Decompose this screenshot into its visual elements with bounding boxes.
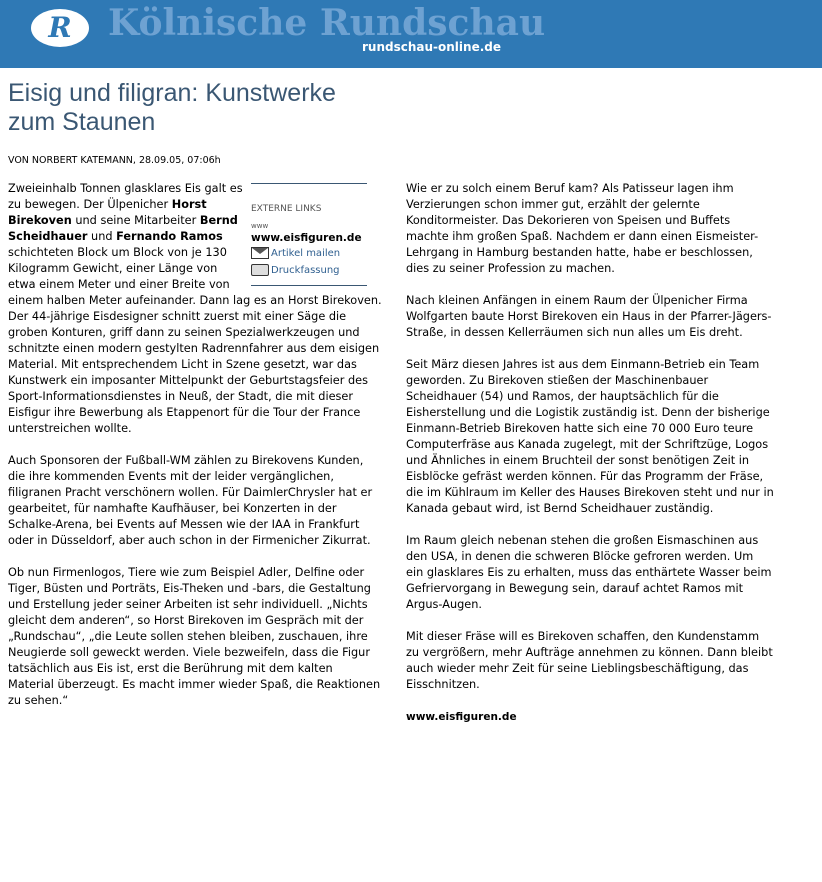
site-header [0, 0, 822, 68]
text: und [87, 230, 117, 243]
paragraph-2: Auch Sponsoren der Fußball-WM zählen zu Birekovens Kunden, die ihre kommenden Events mit der leider vergänglichen, filigranen Pracht verschönern wollen. Für DaimlerChrysler hat er gearbeitet, für namhafte Kaufhäuser, bei Konzerten in der Schalke-Arena, bei Events auf Messen wie der IAA in Frankfurt oder in Düsseldorf, aber auch schon in der Firmenicher Zikurrat. [8, 454, 373, 547]
logo-letter: R [48, 11, 72, 44]
paragraph-8: Mit dieser Fräse will es Birekoven schaffen, den Kundenstamm zu vergrößern, mehr Aufträge annehmen zu können. Dann bleibt auch wieder mehr Zeit für seine Lieblingsbeschäftigung, das Eisschnitzen. [406, 630, 773, 691]
paragraph-7: Im Raum gleich nebenan stehen die großen Eismaschinen aus den USA, in denen die schweren Blöcke gefroren werden. Um ein glasklares Eis zu erhalten, muss das enthärtete Wasser beim Gefriervorgang in Bewegung sein, darauf achtet Ramos mit Argus-Augen. [406, 534, 772, 611]
text: und seine Mitarbeiter [71, 214, 200, 227]
www-icon: www [251, 222, 269, 230]
text: Zweieinhalb Tonnen glasklares Eis galt es zu bewegen. Der Ülpenicher [8, 182, 243, 211]
person-name: Bernd Scheidhauer [8, 214, 238, 243]
paragraph-4: Wie er zu solch einem Beruf kam? Als Patisseur lagen ihm Verzierungen schon immer gut, erzählt der gelernte Konditormeister. Das Dekorieren von Speisen und Buffets machte ihm großen Spaß. Nachdem er dann einen Eismeister-Lehrgang in Hamburg bestanden hatte, habe er beschlossen, dies zu seiner Profession zu machen. [406, 182, 759, 275]
print-version-label: Druckfassung [271, 265, 340, 276]
printer-icon [251, 264, 269, 276]
article-column-left [8, 181, 382, 725]
site-url[interactable]: rundschau-online.de [362, 40, 501, 54]
mail-article-link[interactable] [251, 245, 367, 262]
text: schichteten Block um Block von je 130 Kilogramm Gewicht, einer Länge von etwa einem Meter und einer Breite von einem halben Meter aufeinander. Dann lag es an Horst Birekoven. Der 44-jährige Eisdesigner schnitt zuerst mit einer Säge die groben Konturen, griff dann zu seinen Spezialwerkzeugen und schnitzte einen modern gestylten Radrennfahrer aus dem eisigen Material. Mit entsprechendem Licht in Szene gesetzt, war das Kunstwerk ein imposanter Mittelpunkt der Geburtstagsfeier des Sport-Informationsdienstes in Neuß, der Stadt, die mit dieser Eisfigur ihre Bewerbung als Etappenort für die Tour der France unterstreichen wollte. [8, 246, 382, 435]
person-name: Fernando Ramos [116, 230, 223, 243]
external-links-box [251, 183, 367, 286]
rundschau-logo[interactable] [31, 9, 89, 47]
article-headline: Eisig und filigran: Kunstwerke zum Staunen [8, 79, 336, 136]
masthead-title: Kölnische Rundschau [108, 2, 546, 44]
envelope-icon [251, 247, 269, 259]
article-byline: VON NORBERT KATEMANN, 28.09.05, 07:06h [8, 155, 221, 166]
paragraph-3: Ob nun Firmenlogos, Tiere wie zum Beispiel Adler, Delfine oder Tiger, Büsten und Porträts, Eis-Theken und -bars, die Gestaltung und Erstellung jeder seiner Arbeiten ist sehr individuell. „Nichts gleicht dem anderen“, so Horst Birekoven im Gespräch mit der „Rundschau“, „die Leute sollen stehen bleiben, zuschauen, ihre Neugierde soll geweckt werden. Viele bezweifeln, dass die Figur tatsächlich aus Eis ist, erst die Berührung mit dem kalten Material überzeugt. Es macht immer wieder Spaß, die Reaktionen zu sehen.“ [8, 566, 381, 707]
print-version-link[interactable] [251, 262, 367, 279]
person-name: Horst Birekoven [8, 198, 207, 227]
eisfiguren-link[interactable]: www.eisfiguren.de [251, 232, 362, 244]
external-links-title: EXTERNE LINKS [251, 204, 322, 214]
footer-eisfiguren-link[interactable]: www.eisfiguren.de [406, 711, 517, 723]
article-column-right [406, 181, 774, 725]
mail-article-label: Artikel mailen [271, 248, 341, 259]
paragraph-5: Nach kleinen Anfängen in einem Raum der Ülpenicher Firma Wolfgarten baute Horst Birekoven ein Haus in der Pfarrer-Jägers-Straße, in dessen Kellerräumen sich nun alles um Eis dreht. [406, 294, 772, 339]
paragraph-6: Seit März diesen Jahres ist aus dem Einmann-Betrieb ein Team geworden. Zu Birekoven stießen der Maschinenbauer Scheidhauer (54) und Ramos, der hauptsächlich für die Eisherstellung und die Logistik zuständig ist. Denn der bisherige Einmann-Betrieb Birekoven hatte sich eine 70 000 Euro teure Computerfräse aus Kanada zugelegt, mit der Schriftzüge, Logos und Ähnliches in einem Bruchteil der sonst benötigen Zeit in Eisblöcke gefräst werden können. Für das Programm der Fräse, die im Kühlraum im Keller des Hauses Birekoven steht und nur in Kanada gebaut wird, ist Bernd Scheidhauer zuständig. [406, 358, 774, 515]
